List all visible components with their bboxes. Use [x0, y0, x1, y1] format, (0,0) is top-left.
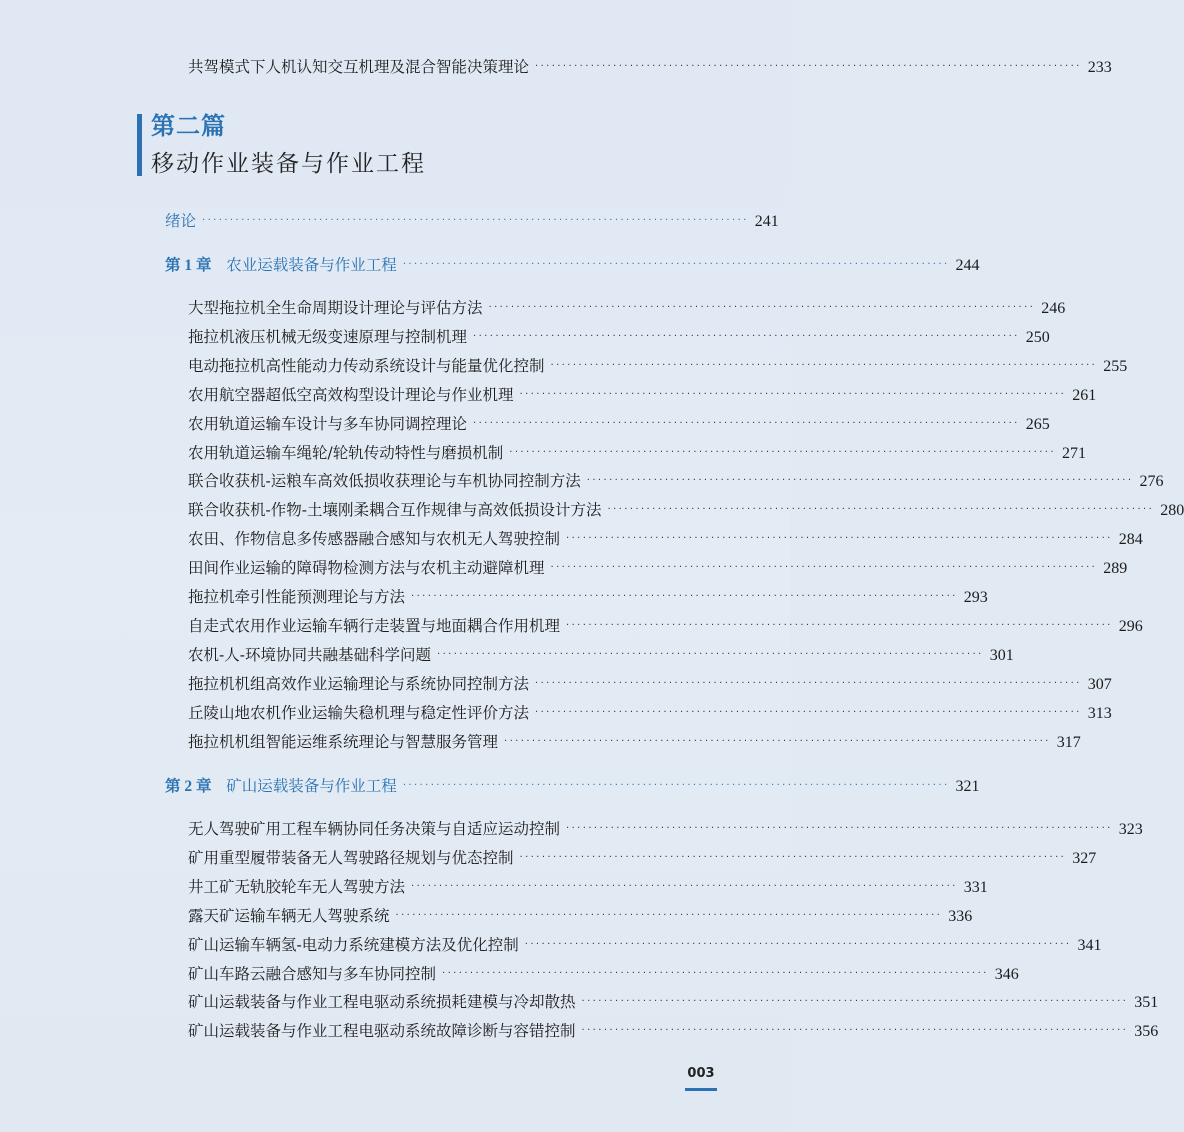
toc-entry-title: 电动拖拉机高性能动力传动系统设计与能量优化控制: [188, 356, 545, 375]
chapter-page: 244: [955, 257, 980, 274]
part-title: 移动作业装备与作业工程: [151, 151, 426, 177]
toc-entry-title: 丘陵山地农机作业运输失稳机理与稳定性评价方法: [188, 703, 530, 722]
toc-entry-page: 296: [1118, 617, 1143, 635]
toc-entry-page: 336: [948, 907, 973, 925]
dot-leader: ··································································································: [524, 938, 1072, 950]
dot-leader: ··································································································: [607, 504, 1155, 516]
toc-entry-page: 265: [1025, 415, 1050, 433]
chapter-number: 第 1 章: [165, 257, 212, 274]
toc-entry-title: 农用航空器超低空高效构型设计理论与作业机理: [188, 385, 514, 404]
toc-entry-title: 农用轨道运输车设计与多车协同调控理论: [188, 414, 468, 433]
toc-entry[interactable]: [188, 528, 1143, 553]
toc-entry[interactable]: [188, 586, 988, 611]
dot-leader: ··································································································: [488, 302, 1036, 313]
toc-entry[interactable]: [188, 991, 1159, 1016]
toc-entry-title: 拖拉机液压机械无级变速原理与控制机理: [188, 327, 468, 346]
toc-entry-title: 露天矿运输车辆无人驾驶系统: [188, 906, 390, 925]
toc-entry-page: 317: [1056, 733, 1081, 751]
toc-entry-title: 拖拉机机组智能运维系统理论与智慧服务管理: [188, 732, 499, 751]
toc-entry-title: 自走式农用作业运输车辆行走装置与地面耦合作用机理: [188, 616, 561, 635]
chapter-title: 农业运载装备与作业工程: [226, 256, 397, 274]
dot-leader: ··································································································: [581, 996, 1129, 1008]
toc-entry[interactable]: [188, 442, 1086, 467]
toc-entry-page: 255: [1103, 357, 1128, 375]
toc-entry-title: 联合收获机-运粮车高效低损收获理论与车机协同控制方法: [188, 472, 581, 491]
dot-leader: ··································································································: [535, 677, 1082, 689]
intro-title: 绪论: [165, 212, 197, 230]
toc-entry-title: 无人驾驶矿用工程车辆协同任务决策与自适应运动控制: [188, 820, 561, 838]
toc-entry-title: 农用轨道运输车绳轮/轮轨传动特性与磨损机制: [188, 443, 504, 462]
toc-entry-title: 农田、作物信息多传感器融合感知与农机无人驾驶控制: [188, 530, 561, 549]
toc-entry-page: 301: [989, 646, 1014, 664]
toc-entry-page: 356: [1134, 1023, 1159, 1041]
dot-leader: ··································································································: [535, 706, 1082, 718]
toc-entry-page: 250: [1025, 328, 1050, 346]
toc-entry[interactable]: [188, 644, 1014, 669]
toc-entry-page: 307: [1087, 675, 1112, 693]
toc-entry-page: 293: [963, 589, 988, 606]
chapter-title: 矿山运载装备与作业工程: [226, 777, 397, 795]
chapter-heading: [165, 775, 397, 798]
dot-leader: ··································································································: [519, 851, 1067, 863]
toc-entry-page: 233: [1087, 59, 1112, 76]
toc-entry[interactable]: [188, 905, 973, 930]
chapter-page: 321: [955, 778, 980, 795]
toc-entry-page: 289: [1103, 560, 1128, 578]
toc-entry-page: 276: [1139, 473, 1164, 491]
toc-entry[interactable]: [188, 847, 1097, 872]
toc-entry-top[interactable]: [188, 56, 1112, 81]
chapter-heading: [165, 254, 397, 277]
toc-entry-page: 323: [1118, 821, 1143, 838]
dot-leader: ··································································································: [509, 446, 1056, 458]
dot-leader: ··································································································: [581, 1025, 1129, 1037]
toc-entry-title: 共驾模式下人机认知交互机理及混合智能决策理论: [188, 58, 530, 76]
dot-leader: ··································································································: [566, 619, 1113, 631]
toc-entry-title: 矿山运输车辆氢-电动力系统建模方法及优化控制: [188, 935, 519, 954]
page-number: 003: [687, 1066, 715, 1081]
intro-page: 241: [754, 213, 779, 230]
toc-entry[interactable]: [188, 615, 1143, 640]
dot-leader: ··································································································: [473, 330, 1020, 342]
dot-leader: ··································································································: [535, 61, 1082, 72]
toc-entry-page: 346: [994, 965, 1019, 983]
toc-entry[interactable]: [188, 702, 1112, 727]
toc-entry-page: 246: [1041, 300, 1066, 317]
dot-leader: ··································································································: [550, 562, 1098, 574]
toc-entry-page: 341: [1077, 936, 1102, 954]
toc-chapter-2[interactable]: [165, 775, 980, 800]
toc-entry[interactable]: [188, 499, 1184, 524]
toc-intro[interactable]: [165, 210, 779, 235]
dot-leader: ··································································································: [504, 735, 1051, 747]
dot-leader: ··································································································: [586, 475, 1134, 487]
toc-entry[interactable]: [188, 413, 1050, 438]
dot-leader: ··································································································: [411, 591, 958, 602]
toc-entry-page: 331: [963, 878, 988, 896]
toc-entry[interactable]: [188, 673, 1112, 698]
page-number-underline: [685, 1088, 717, 1091]
toc-chapter-1[interactable]: [165, 254, 980, 279]
dot-leader: ··································································································: [436, 648, 984, 660]
toc-entry-title: 联合收获机-作物-土壤刚柔耦合互作规律与高效低损设计方法: [188, 501, 602, 520]
part-accent-bar: [137, 114, 142, 176]
dot-leader: ··································································································: [473, 417, 1020, 429]
toc-entry-title: 井工矿无轨胶轮车无人驾驶方法: [188, 877, 406, 896]
dot-leader: ··································································································: [566, 533, 1113, 545]
toc-entry[interactable]: [188, 470, 1164, 495]
toc-entry-title: 拖拉机机组高效作业运输理论与系统协同控制方法: [188, 674, 530, 693]
toc-entry[interactable]: [188, 876, 988, 901]
dot-leader: ··································································································: [402, 259, 950, 270]
dot-leader: ··································································································: [519, 388, 1067, 400]
toc-entry[interactable]: [188, 1020, 1159, 1045]
toc-entry-page: 271: [1061, 444, 1086, 462]
toc-entry-page: 284: [1118, 531, 1143, 549]
toc-entry-title: 矿山车路云融合感知与多车协同控制: [188, 964, 437, 983]
toc-entry[interactable]: [188, 355, 1128, 380]
toc-entry[interactable]: [188, 963, 1019, 988]
toc-entry-title: 大型拖拉机全生命周期设计理论与评估方法: [188, 299, 483, 317]
toc-entry-title: 矿山运载装备与作业工程电驱动系统损耗建模与冷却散热: [188, 993, 576, 1012]
toc-entry-title: 农机-人-环境协同共融基础科学问题: [188, 645, 431, 664]
chapter-number: 第 2 章: [165, 778, 212, 795]
dot-leader: ··································································································: [402, 780, 950, 791]
toc-entry-page: 280: [1160, 502, 1184, 520]
toc-entry[interactable]: [188, 934, 1102, 959]
dot-leader: ··································································································: [442, 967, 989, 979]
toc-entry-title: 矿用重型履带装备无人驾驶路径规划与优态控制: [188, 848, 514, 867]
part-label: 第二篇: [151, 112, 226, 140]
toc-entry-page: 327: [1072, 849, 1097, 867]
toc-entry[interactable]: [188, 384, 1097, 409]
toc-entry[interactable]: [188, 297, 1066, 322]
toc-entry-page: 261: [1072, 386, 1097, 404]
dot-leader: ··································································································: [566, 823, 1113, 834]
toc-entry[interactable]: [188, 557, 1128, 582]
toc-entry[interactable]: [188, 818, 1143, 843]
toc-entry-title: 拖拉机牵引性能预测理论与方法: [188, 588, 406, 606]
dot-leader: ··································································································: [395, 909, 943, 921]
toc-entry-page: 313: [1087, 704, 1112, 722]
dot-leader: ··································································································: [411, 880, 958, 892]
toc-entry-title: 矿山运载装备与作业工程电驱动系统故障诊断与容错控制: [188, 1022, 576, 1041]
toc-entry-title: 田间作业运输的障碍物检测方法与农机主动避障机理: [188, 559, 545, 578]
toc-entry[interactable]: [188, 731, 1081, 756]
dot-leader: ··································································································: [550, 359, 1098, 371]
toc-entry[interactable]: [188, 326, 1050, 351]
toc-entry-page: 351: [1134, 994, 1159, 1012]
dot-leader: ··································································································: [202, 215, 749, 226]
